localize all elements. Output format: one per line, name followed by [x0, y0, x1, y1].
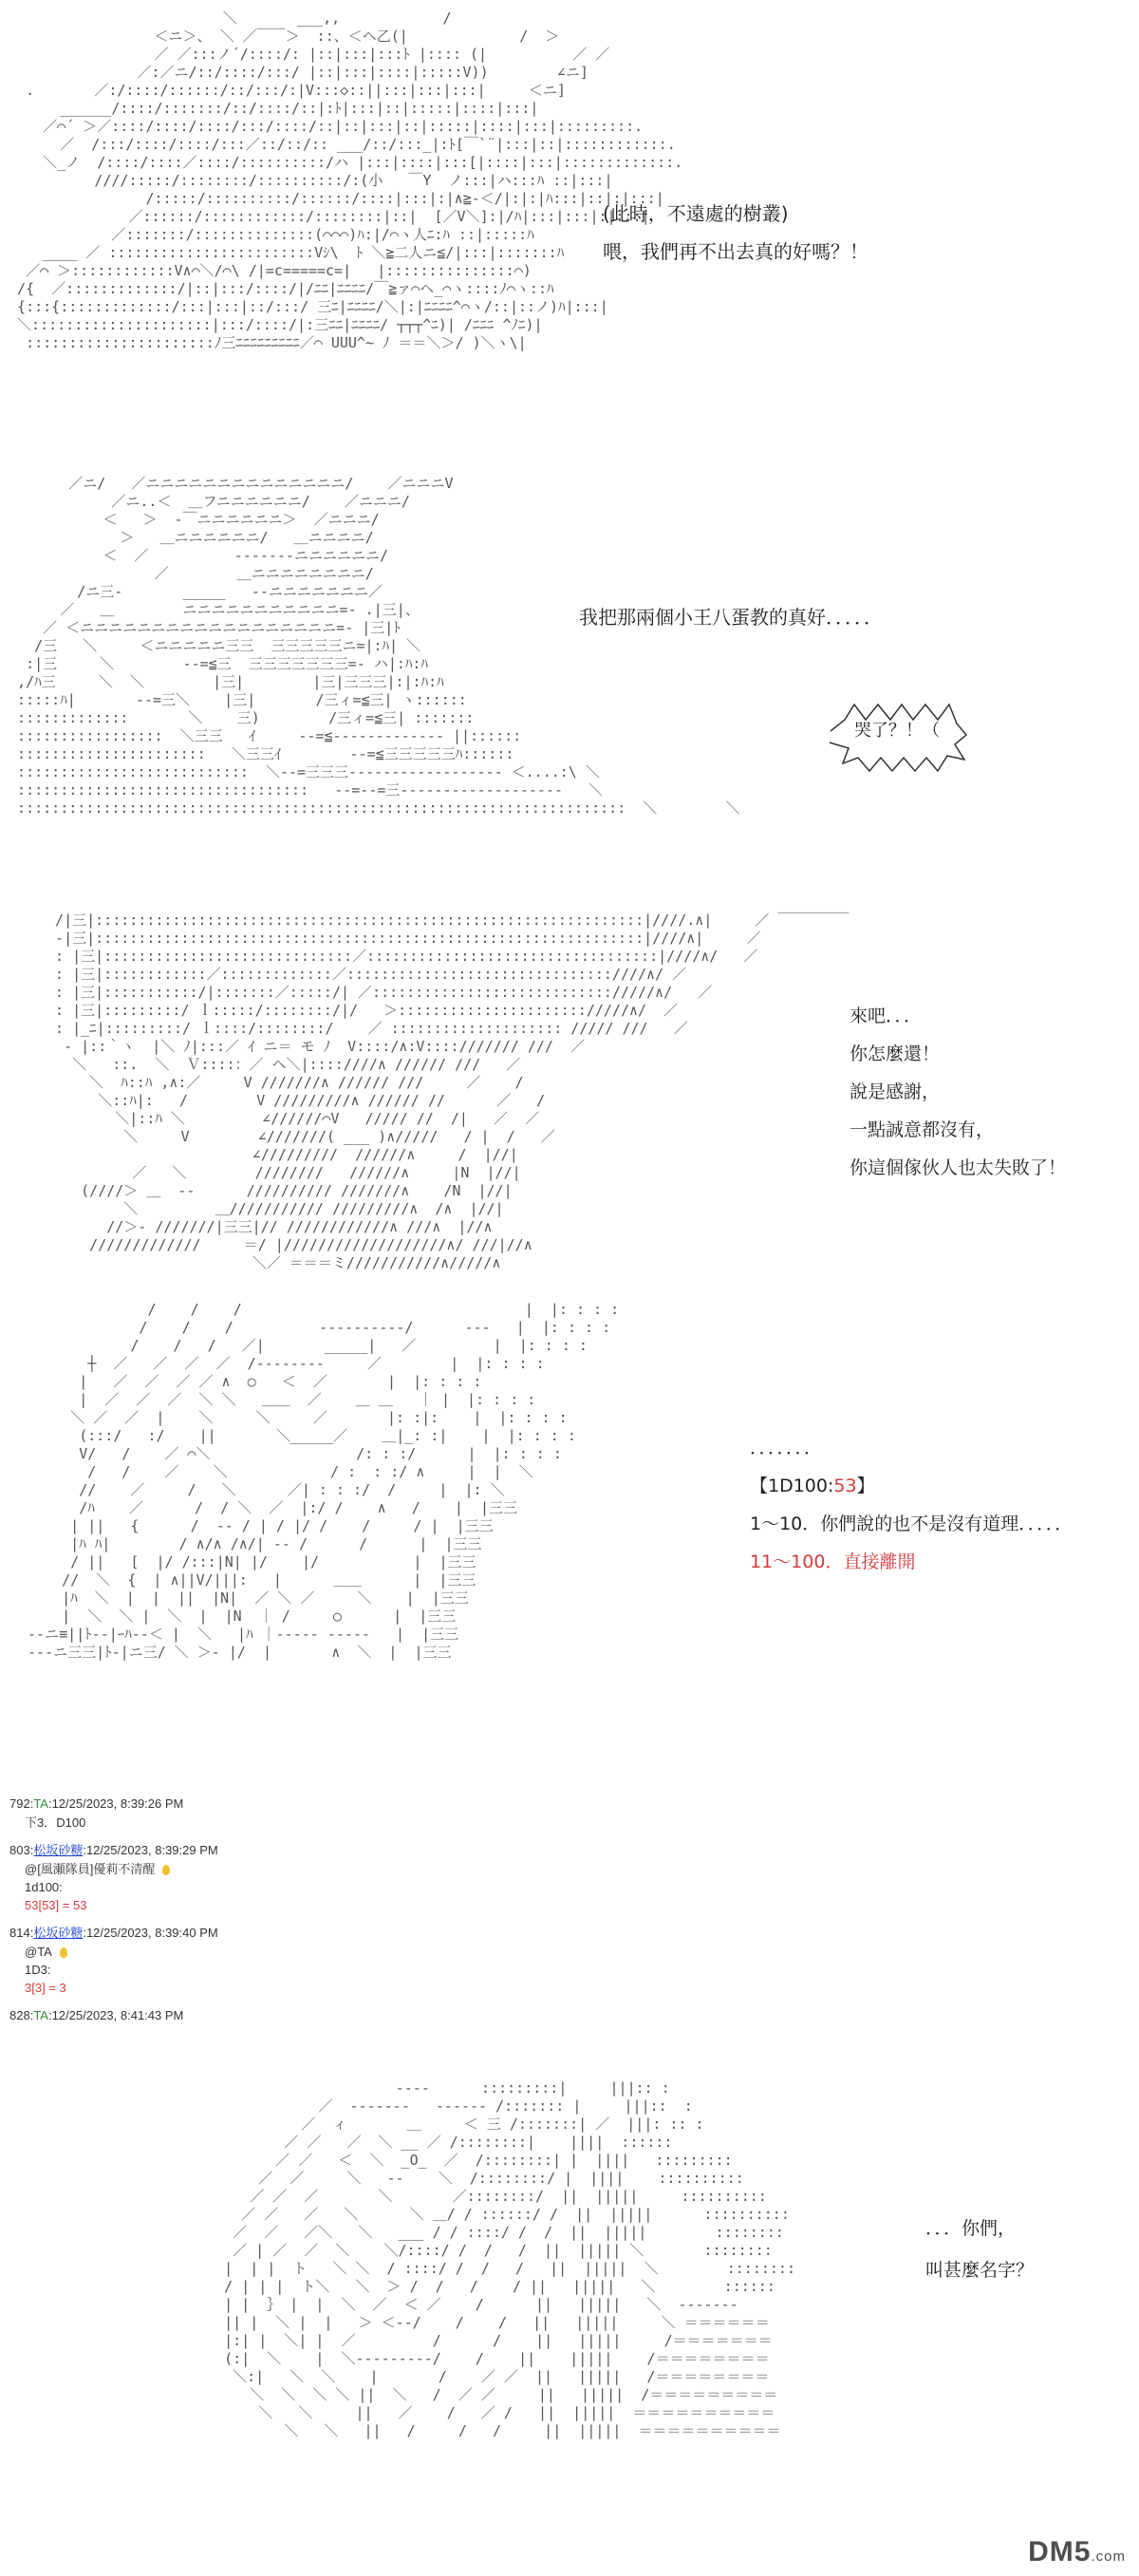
post-number: 828: — [9, 2008, 34, 2022]
ascii-art-2: ／ニ/ ／ニニニニニニニニニニニニニニ/ ／ニニニV ／ニ..＜ ＿フニニニニニニ/ ／ニニニ/ ＜ ＞ ‐￣ニニニニニニ＞ ／ニニニ/ ＞ ＿ニニニニニニ/ ＿ニニニニ/ ＜ ／ ‐‐‐‐‐‐‐ニニニニニニ/ ／ ＿ニニニニニニニニ/ /ニ三‐ _____ ‐‐ニニニニニニニ／ ／ ＿ ニニニニニニニニニニニ=‐ .|三|、 ／ ＜ニニニニニニニニニニニニニニニニニニ=‐ |三|ﾄ /三 ＼ ＜ニニニニニ三三 三三三三三ニ=|:ﾊ| ＼ :|三 ＼ ‐‐=≦三 三三三三三三三=‐ ハ|:ﾊ:ﾊ ,/ﾊ三 ＼ ＼ |三| |三|三三三|:|:ﾊ:ﾊ :::::ﾊ| ‐‐=三＼ |三| /三ィ=≦三| ヽ:::::: ::::::::::::: ＼ 三) /三ィ=≦三| ::::::: ::::::::::::::::: ＼三三 ｲ ‐‐=≦‐‐‐‐‐‐‐‐‐‐‐‐‐ ||:::::: :::::::::::::::::::::: ＼三三ｲ ‐‐=≦三三三三三ﾊ:::::: ::::::::::::::::::::::::::: ＼‐‐=三三三‐‐‐‐‐‐‐‐‐‐‐‐‐‐‐‐‐‐ ＜....:\ ＼ :::::::::::::::::::::::::::::::::: ‐‐=‐‐=三‐‐‐‐‐‐‐‐‐‐‐‐‐‐‐‐‐‐‐ ＼ ::::::::::::::::::::::::::::::::::::::::::::::::::::::::::::::::::::::: ＼ ＼ — [17, 475, 740, 817]
dialog-line: 我把那兩個小王八蛋教的真好．．．．． — [579, 606, 883, 629]
dialog-1 — [603, 195, 868, 271]
panel-4 — [0, 1282, 1139, 1776]
post — [9, 2006, 541, 2025]
ascii-art-5: ‐‐‐‐ :::::::::| |||:: : ／ ‐‐‐‐‐‐‐ ‐‐‐‐‐‐ /::::::: | |||:: : ／ ィ ＿ ＜ 三 /:::::::| ／ |||: :: : ／ ／ ／ ＼ __ ／ /::::::::| |||| :::::: ／ ／ ＜ ＼ _O_ ／ /::::::::| | |||| ::::::::: ／ ／ ＼ ‐‐ ＼ /::::::::/ | |||| :::::::::: ／ ／ ／ ＼ ／::::::::/ || ||||| :::::::::: ／ ／ ／ ＼ ＼ ＿/ / ::::::/ / || ||||| :::::::::: ／ ／ ／＼ ＼ ___ / / ::::/ / / || ||||| :::::::: ／ | ／ ／ ＼ ＼/::::/ / / / || ||||| ＼ :::::::: | | | ト ＼ ＼ / ::::/ / / / || ||||| ＼ :::::::: / | | | ト＼ ＼ ＞ / / / / || ||||| ＼ :::::: | | ｝ | | ＼ ／ ＜ ／ / || ||||| ＼ ‐‐‐‐‐‐‐ || | ＼ | | ＞ ＜‐‐/ / / || ||||| ＼ ＝＝＝＝＝＝ |:| | ＼| | ／ / / || ||||| /＝＝＝＝＝＝＝ (:| ＼ | ＼‐‐‐‐‐‐‐‐‐/ / || ||||| /＝＝＝＝＝＝＝＝ ＼:| ＼ ＼ | / ／ ／ || ||||| /＝＝＝＝＝＝＝＝ ＼ ＼ ＼ ＼ || ＼ / ／ ／ || ||||| /＝＝＝＝＝＝＝＝＝ ＼ ＼ || ／ / ／ / || ||||| ＝＝＝＝＝＝＝＝＝＝ ＼ ＼ || / / / || ||||| ＝＝＝＝＝＝＝＝＝＝ — [224, 2079, 795, 2439]
post-author-link[interactable]: 松坂砂糖 — [33, 1926, 84, 1940]
post — [9, 1795, 541, 1832]
panel-5 — [0, 2070, 1139, 2576]
post-body — [9, 1814, 541, 1832]
dialog-3 — [850, 997, 1066, 1187]
dialog-4 — [750, 1429, 1073, 1581]
post-body — [9, 1943, 541, 1997]
panel-2 — [0, 465, 1139, 883]
drop-icon — [162, 1865, 170, 1875]
post-line: 1d100: — [25, 1880, 63, 1894]
roll-value: 53 — [833, 1476, 857, 1496]
dialog-2-bubble — [854, 717, 940, 745]
watermark-suffix: .com — [1091, 2548, 1126, 2565]
dice-result: 3[3] = 3 — [25, 1981, 66, 1995]
post-number: 803: — [9, 1843, 34, 1857]
dialog-line: 喂，我們再不出去真的好嗎？！ — [603, 240, 868, 263]
post-time: :12/25/2023, 8:39:40 PM — [83, 1926, 218, 1940]
post-author[interactable]: TA — [33, 1796, 48, 1811]
dialog-line: 說是感謝， — [850, 1081, 941, 1102]
dialog-5 — [925, 2208, 1034, 2291]
post-body — [9, 1860, 541, 1914]
drop-icon — [60, 1947, 67, 1958]
post-line — [25, 1860, 541, 1878]
panel-1 — [0, 0, 1139, 456]
post-header — [9, 1841, 541, 1860]
dialog-line: ．．．你們， — [925, 2218, 1017, 2239]
post-line — [25, 1943, 541, 1961]
dialog-line: 1～10．你們說的也不是沒有道理．．．．． — [750, 1514, 1074, 1534]
ascii-art-3: /|三|::::::::::::::::::::::::::::::::::::::::::::::::::::::::::::::::|////.∧| ／ ￣￣￣￣￣ ‐|三|::::::::::::::::::::::::::::::::::::::::::::::::::::::::::::::::|////∧| ／ : |三|:::::::::::::::::::::::::::::／::::::::::::::::::::::::::::::::::|////∧/ ／ : |三|::::::::::::／:::::::::::::／:::::::::::::::::::::::::::::::////∧/ ／ : |三|:::::::::::/|:::::::／:::::/| ／:::::::::::::::::::::::::::://///∧/ ／ : |三|:::::::::/ ｌ:::::/::::::::/|/ ＞:::::::::::::::::::::://///∧/ ／ : |_ﾆ|:::::::::/ ｌ::::/::::::::/ ／ :::::::::::::::::::: ///// /// ／ ‐ |::｀ヽ |＼ ﾉ|:::／ ｲ ニ＝ モ ﾉ V::::/∧:V:::://///// /// ／ ＼ ::. ＼ Ｖ::::：／ ヘ＼|::::////∧ ////// /// ／ ＼ ﾊ::ﾊ ,∧:／ V ///////∧ ////// /// ／ / ＼::ﾊ|: / V /////////∧ ////// // ／ / ＼|::ﾊ ＼ ∠//////⌒V ///// // /| ／ ／ ＼ V ∠///////( ___ )∧///// / | / ／ ∠///////// //////∧ / |//| ／ ＼ //////// //////∧ |N |//| (////＞ ＿ ‐‐ ////////// ///////∧ /N |//| ＼ ＿/////////// /////////∧ /∧ |//| //＞‐ ///////|三三|// ////////////∧ ///∧ |//∧ ///////////// ＝/ |///////////////////∧/ ///|//∧ ＼／ ＝＝＝ミ///////////∧/////∧ — [55, 912, 850, 1271]
post-header — [9, 1795, 541, 1814]
dialog-line: ．．．．．．． — [750, 1438, 823, 1458]
post-time: :12/25/2023, 8:41:43 PM — [47, 2008, 184, 2022]
ascii-art-4: / / / | |: : : : / / / ‐‐‐‐‐‐‐‐‐‐/ ‐‐‐ | |: : : : / / / ／| _____| ／ | |: : : : ┼ ／ ／ ／ ／ /‐‐‐‐‐‐‐‐ ／ | |: : : : | ／ ／ ／ ／ ∧ ○ ＜ ／ | |: : : : | ／ ／ ／ ＼ ＼ ＿＿ ／ ＿ ＿ ｜ | |: : : : ＼ ／ ／ | ＼ ＼ ／ |: :|: | |: : : : (:::/ :/ || ＼_____／ ＿|_: :| | |: : : : V/ / ／ ⌒＼ /: : :/ | |: : : : / / ／ ＼ / : : :/ ∧ | | ＼ // ／ / ＼ ／| : : :/ / | |: ＼ /ﾊ ／ / / ＼ ／ |:/ / ∧ / | |三三 | || { / ‐‐ / | / |/ / / / | |三三 |ﾊ ﾊ| / ∧/∧ /∧/| ‐‐ / / | |三三 / || [ |/ /:::|N| |/ |/ | |三三 // ＼ { | ∧||V/|||: | ＿＿ | |三三 |ﾊ ＼ | | || |N| ／ ＼ ／ ＼ | |三三 | ＼ ＼ | ＼ | |N ｜ / ○ | |三三 ‐‐ニ≡||ﾄ‐‐|ｰﾊ‐‐＜ | ＼ |ﾊ ｜‐‐‐‐‐ ‐‐‐‐‐ | |三三 ‐‐‐ニ三三|ﾄ‐|ニ三/ ＼ ＞‐ |/ | ∧ ＼ | |三三 — [28, 1301, 620, 1661]
dialog-line: 來吧．．． — [850, 1006, 923, 1026]
post-line: 1D3: — [25, 1963, 51, 1977]
post-time: :12/25/2023, 8:39:29 PM — [83, 1843, 218, 1857]
forum-posts — [9, 1785, 541, 2025]
post-line: 下3．D100 — [25, 1815, 86, 1830]
post-time: :12/25/2023, 8:39:26 PM — [47, 1796, 184, 1811]
dialog-line: 【1D100:53】 — [750, 1476, 875, 1496]
dialog-line: 一點誠意都沒有， — [850, 1119, 995, 1140]
dialog-line: 11～100．直接離開 — [750, 1551, 916, 1572]
post — [9, 1924, 541, 1997]
dialog-line: 你這個傢伙人也太失敗了！ — [850, 1157, 1067, 1178]
post-number: 792: — [9, 1796, 34, 1811]
dialog-line: 你怎麼還！ — [850, 1044, 941, 1064]
watermark-logo — [1028, 2536, 1126, 2568]
post-header — [9, 1924, 541, 1943]
post-text: @TA — [25, 1945, 52, 1959]
watermark-main: DM5 — [1028, 2536, 1092, 2567]
post-header — [9, 2006, 541, 2025]
post-text: @[風瀬隊員]優莉不清醒 — [25, 1862, 156, 1876]
panel-3 — [0, 893, 1139, 1272]
post-number: 814: — [9, 1926, 34, 1940]
dialog-line: 叫甚麼名字？ — [925, 2260, 1035, 2281]
dialog-2 — [579, 598, 883, 636]
post-author-link[interactable]: 松坂砂糖 — [33, 1843, 84, 1857]
dice-result: 53[53] = 53 — [25, 1898, 87, 1912]
ascii-art-1: ＼ ___,, / ＜ニ＞、 ＼ ／￣￣＞ ::、＜ヘ乙(| / ＞ ／ ／:::ノ´/::::/: |::|:::|:::ﾄ |:::: (| ／ ／ ／:／ニ/::/::::/:::/ |::|:::|::::|:::::V)) ∠ニ] . ／:/::::/::::::/::/:::/:|V:::◇::||:::|:::|:::| ＜ニ] ______/::::/:::::::/::/::::/::|:ﾄ|:::|::|:::::|::::|:::| ／⌒´ ＞／::::/::::/::::/:::/::::/::|::|:::|::|:::::|::::|:::|:::::::::. ／ /:::/::::/::::/:::／::/::/:: ___/::/:::_|:ﾄ[￣`¨|:::|::|::::::::::::. ＼_ノ /::::/::::／::::/::::::::::/ハ |:::|::::|:::[|::::|:::|:::::::::::::. ////:::::/::::::::/::::::::::/:(小 ￣Y ノ:::|ハ:::ﾊ ::|:::| /:::::/::::::::::/::::::/::::|:::|:|∧≧-＜/|:|:|ﾊ:::|::|:|:::| ／::::::/::::::::::::/::::::::|::| [／V＼]:|/ﾊ|:::|:::|:|:::| ／:::::::/::::::::::::::(⌒⌒⌒)ﾊ:|/⌒ヽ人ﾆ:ﾊ ::|:::::ﾊ ____ ／ ::::::::::::::::::::::::Vｼ\ ﾄ ＼≧二人ニ≦/|:::|:::::::ﾊ ／⌒ ＞::::::::::::V∧⌒＼/⌒\ /|=c=====c=| |:::::::::::::::⌒) /{ ／:::::::::::::/|::|:::/::::/|/ﾆﾆ|ﾆﾆﾆﾆ/￣≧ァ⌒ヘ_⌒ヽ::::ﾉ⌒ヽ::ﾊ {:::{:::::::::::::/:::|:::|::/:::/ 三ﾆ|ﾆﾆﾆﾆ/＼|:|ﾆﾆﾆﾆ^⌒ヽ/::|::ノ)ﾊ|:::| ＼:::::::::::::::::::::|:::/::::/|:三ﾆﾆ|ﾆﾆﾆﾆ/ ┬┬┬^ﾆ)| /ﾆﾆﾆ ^ﾉﾆ)| ::::::::::::::::::::::ﾉ三ﾆﾆﾆﾆﾆﾆﾆﾆﾆ／⌒ UUU^~ ﾉ ＝＝＼＞/ )＼ヽ\| — [17, 9, 683, 351]
post — [9, 1841, 541, 1914]
dialog-line: (此時，不遠處的樹叢) — [603, 202, 789, 225]
bubble-text: 哭了？！（ — [854, 721, 940, 741]
post-author[interactable]: TA — [33, 2008, 48, 2022]
